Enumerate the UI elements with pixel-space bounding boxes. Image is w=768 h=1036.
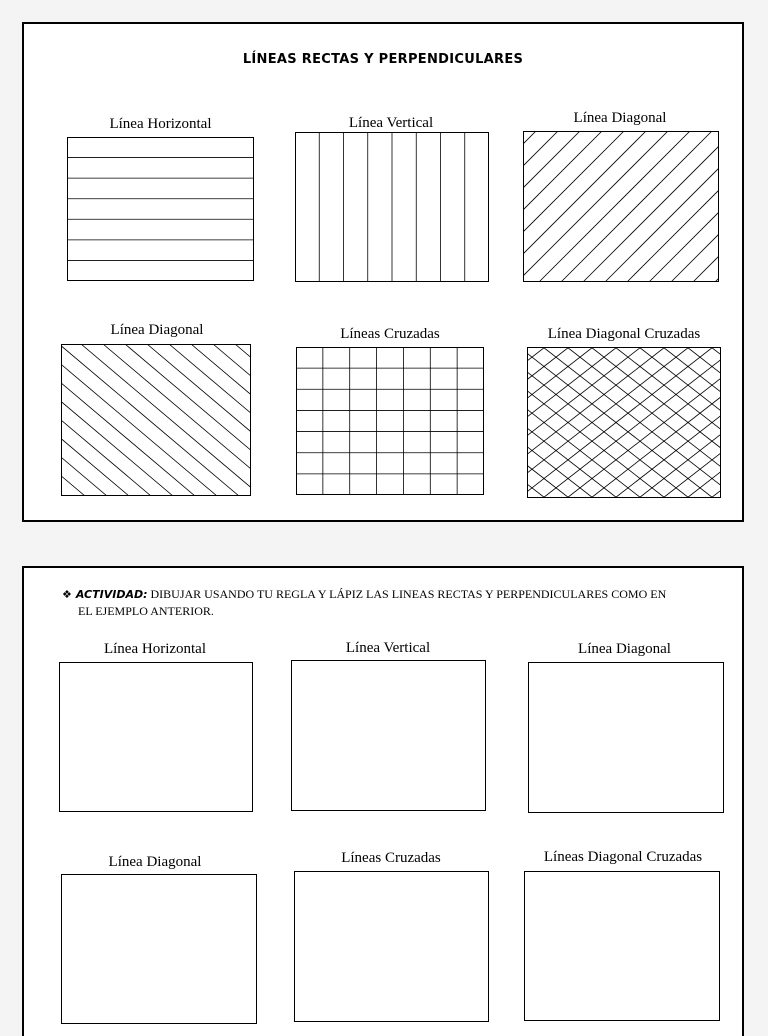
- pattern-line: [527, 347, 641, 498]
- activity-label-horizontal: Línea Horizontal: [103, 641, 207, 657]
- pattern-line: [543, 347, 721, 498]
- pattern-line: [527, 347, 593, 498]
- pattern-line: [527, 347, 689, 498]
- pattern-line: [125, 344, 251, 496]
- pattern-line: [61, 344, 151, 496]
- activity-instructions: [62, 586, 722, 619]
- pattern-line: [523, 131, 647, 282]
- drawing-area-diagonal-2[interactable]: [61, 874, 257, 1024]
- pattern-line: [591, 347, 721, 498]
- activity-label-vertical: Línea Vertical: [345, 640, 431, 656]
- pattern-line: [527, 347, 593, 498]
- drawing-area-vertical[interactable]: [291, 660, 486, 811]
- horizontal-lines-pattern: [67, 137, 254, 281]
- pattern-line: [523, 131, 581, 282]
- pattern-line: [523, 131, 625, 282]
- drawing-area-diagonal[interactable]: [528, 662, 724, 813]
- pattern-line: [61, 344, 129, 496]
- pattern-line: [527, 347, 545, 498]
- example-label-horizontal: Línea Horizontal: [109, 116, 212, 132]
- pattern-line: [103, 344, 251, 496]
- crosshatch-pattern: [527, 347, 721, 498]
- activity-panel: [22, 566, 744, 1036]
- pattern-line: [539, 131, 719, 282]
- pattern-line: [523, 131, 559, 282]
- example-box-diagonal-down: [61, 344, 251, 496]
- example-box-diagonal-up: [523, 131, 719, 282]
- activity-text-line2: EL EJEMPLO ANTERIOR.: [78, 604, 214, 618]
- pattern-line: [639, 347, 721, 498]
- pattern-line: [61, 344, 173, 496]
- pattern-line: [81, 344, 251, 496]
- pattern-frame: [528, 348, 721, 498]
- diagonal-up-pattern: [523, 131, 719, 282]
- pattern-line: [583, 131, 719, 282]
- example-label-crosshatch: Línea Diagonal Cruzadas: [547, 326, 701, 342]
- example-panel: [22, 22, 744, 522]
- pattern-line: [639, 347, 721, 498]
- pattern-line: [591, 347, 721, 498]
- example-label-diagonal-down: Línea Diagonal: [110, 322, 204, 338]
- activity-label-grid: Líneas Cruzadas: [341, 850, 441, 866]
- activity-label: ACTIVIDAD:: [75, 588, 148, 601]
- pattern-line: [561, 131, 719, 282]
- drawing-area-grid[interactable]: [294, 871, 489, 1022]
- example-label-diagonal-up: Línea Diagonal: [573, 110, 667, 126]
- pattern-line: [527, 347, 689, 498]
- activity-text-line1: DIBUJAR USANDO TU REGLA Y LÁPIZ LAS LINEAS RECTAS Y PERPENDICULARES COMO EN: [150, 587, 667, 601]
- pattern-frame: [62, 345, 251, 496]
- example-box-horizontal: [67, 137, 254, 281]
- pattern-line: [147, 344, 251, 496]
- pattern-line: [523, 131, 713, 282]
- drawing-area-crosshatch[interactable]: [524, 871, 720, 1021]
- pattern-line: [213, 344, 251, 496]
- example-box-crosshatch: [527, 347, 721, 498]
- activity-label-crosshatch: Líneas Diagonal Cruzadas: [543, 849, 703, 865]
- pattern-line: [649, 131, 719, 282]
- pattern-line: [543, 347, 721, 498]
- example-box-vertical: [295, 132, 489, 282]
- grid-pattern: [296, 347, 484, 495]
- pattern-line: [523, 131, 603, 282]
- example-label-vertical: Línea Vertical: [348, 115, 434, 131]
- vertical-lines-pattern: [295, 132, 489, 282]
- pattern-line: [527, 347, 545, 498]
- worksheet-title: LÍNEAS RECTAS Y PERPENDICULARES: [242, 52, 524, 67]
- pattern-line: [61, 344, 239, 496]
- diagonal-down-pattern: [61, 344, 251, 496]
- pattern-line: [61, 344, 107, 496]
- example-box-grid: [296, 347, 484, 495]
- pattern-line: [627, 131, 719, 282]
- pattern-line: [523, 131, 669, 282]
- pattern-line: [605, 131, 719, 282]
- activity-label-diagonal: Línea Diagonal: [578, 641, 671, 657]
- pattern-frame: [297, 348, 484, 495]
- activity-label-diagonal-2: Línea Diagonal: [108, 854, 202, 870]
- pattern-line: [693, 131, 719, 282]
- diamond-bullet-icon: ❖: [62, 588, 72, 601]
- pattern-line: [61, 344, 195, 496]
- example-label-grid: Líneas Cruzadas: [340, 326, 440, 342]
- pattern-line: [169, 344, 251, 496]
- pattern-line: [191, 344, 251, 496]
- pattern-frame: [68, 138, 254, 281]
- drawing-area-horizontal[interactable]: [59, 662, 253, 812]
